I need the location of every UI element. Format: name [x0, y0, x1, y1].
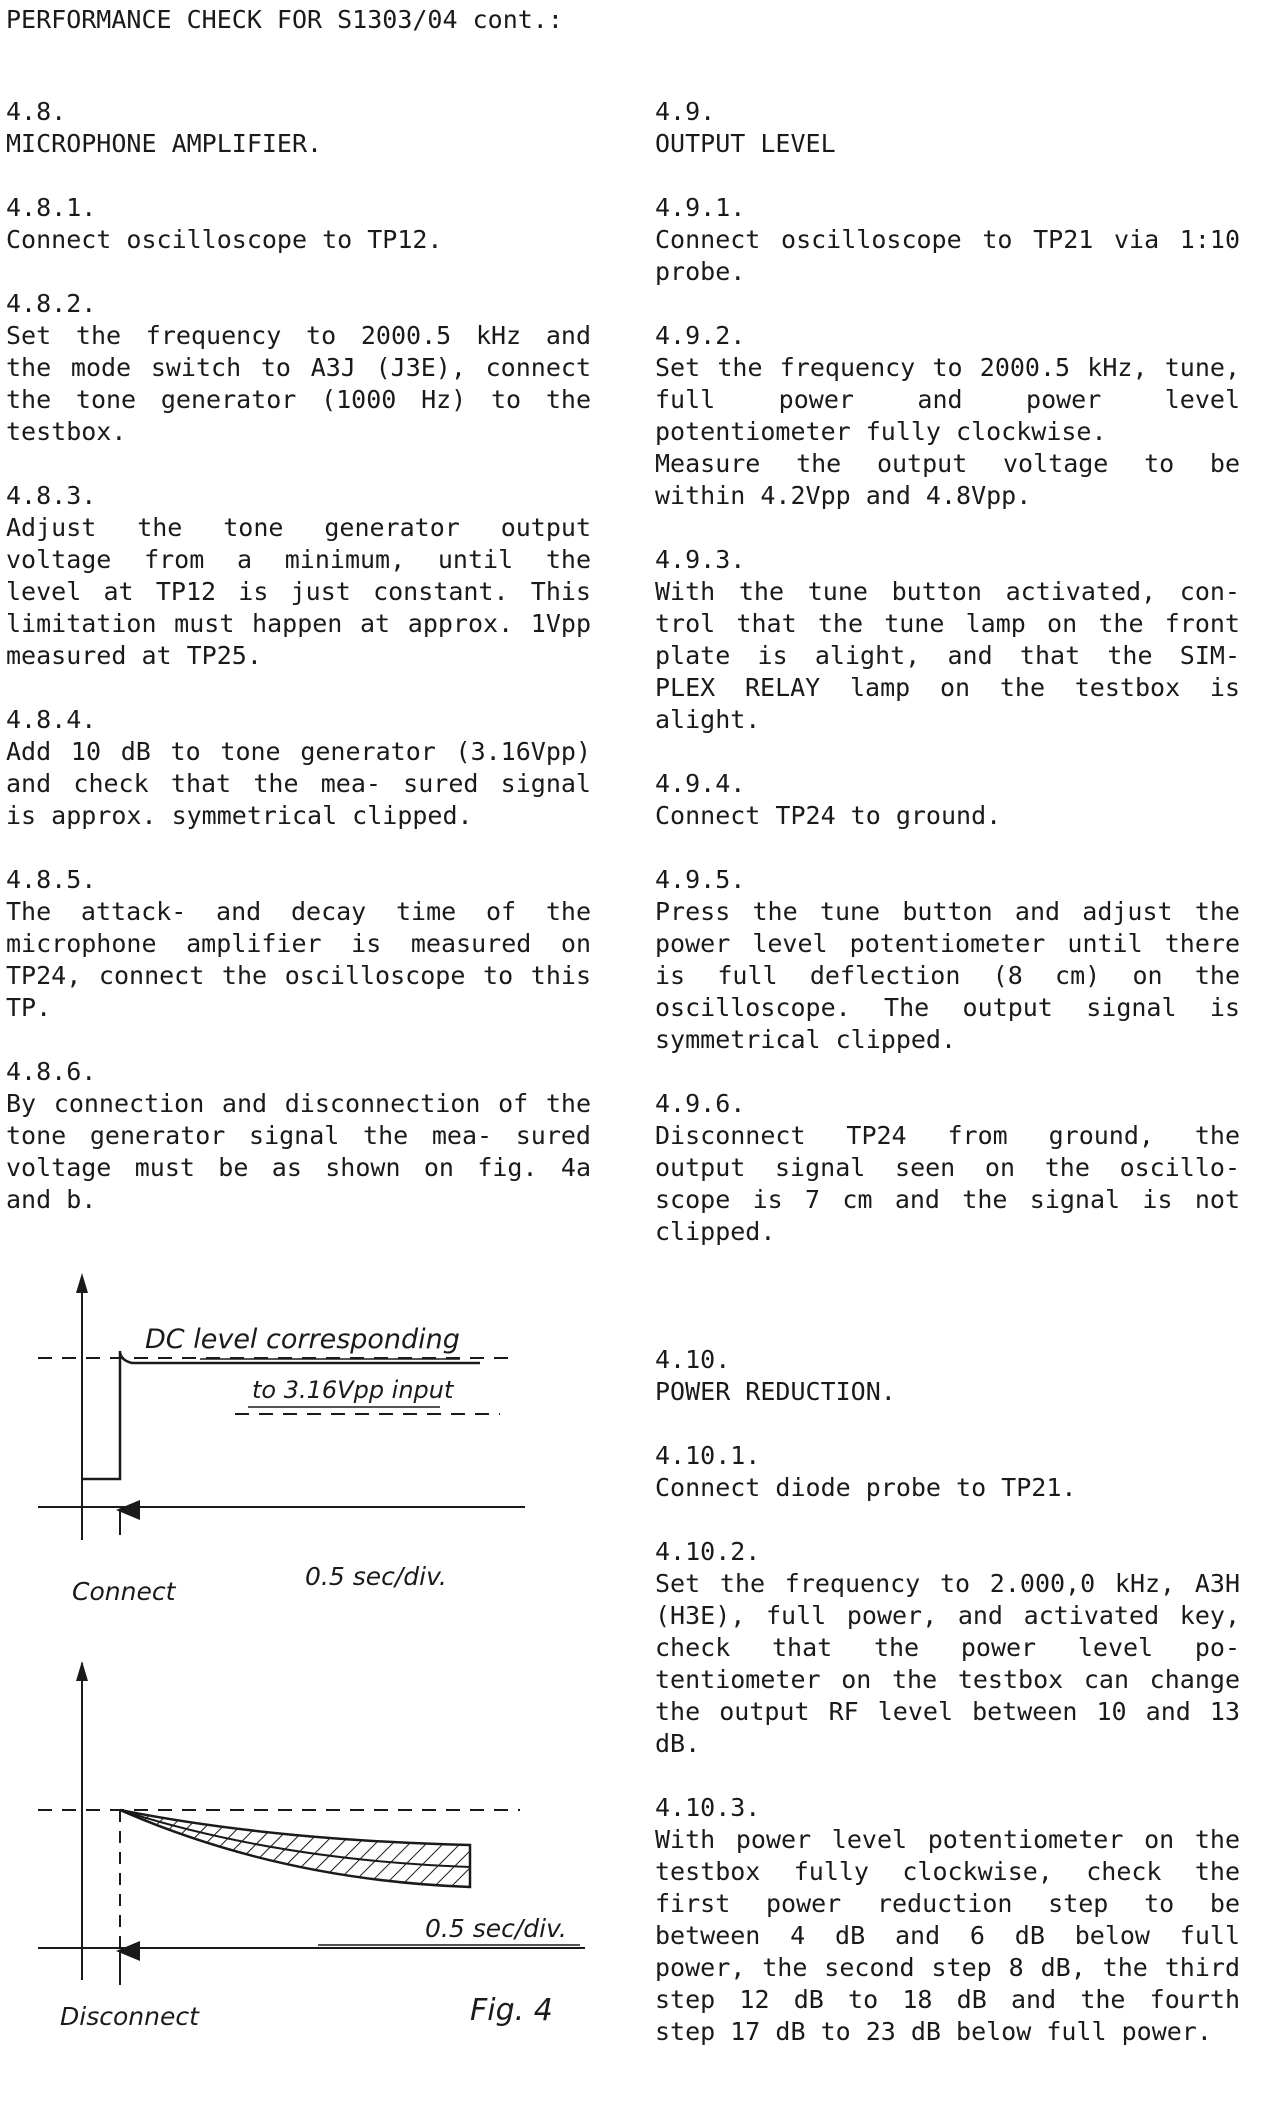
bottom-decay-band: [120, 1810, 470, 1887]
step-4-9-5: [655, 864, 1240, 1056]
section-title: MICROPHONE AMPLIFIER.: [6, 129, 323, 158]
step-4-8-2: [6, 288, 591, 448]
step-text: Adjust the tone generator output voltage from a minimum, until the level at TP12 is just constant. This limitation must happen at approx. 1Vpp measured at TP25.: [6, 513, 591, 670]
step-text: Connect diode probe to TP21.: [655, 1473, 1077, 1502]
figure-4b: [38, 1661, 585, 2031]
step-text: With the tune button activated, con- trol that the tune lamp on the front plate is alight, and that the SIM- PLEX RELAY lamp on the testbox is alight.: [655, 577, 1240, 734]
bottom-y-arrow-icon: [76, 1661, 88, 1681]
step-number: 4.9.5.: [655, 865, 746, 894]
step-number: 4.10.1.: [655, 1441, 761, 1470]
page-title: PERFORMANCE CHECK FOR S1303/04 cont.:: [6, 5, 563, 34]
step-text: Connect oscilloscope to TP21 via 1:10 probe.: [655, 225, 1240, 286]
spacer: [655, 1248, 1240, 1312]
top-event-label: Connect: [72, 1577, 176, 1606]
step-number: 4.8.1.: [6, 193, 97, 222]
step-4-8-1: [6, 192, 591, 256]
step-number: 4.9.1.: [655, 193, 746, 222]
step-number: 4.10.3.: [655, 1793, 761, 1822]
figure-4-drawing: [20, 1265, 600, 2045]
top-annotation-line2: to 3.16Vpp input: [252, 1376, 454, 1404]
step-text: With power level potentiometer on the testbox fully clockwise, check the first power reduction step to be between 4 dB and 6 dB below full power, the second step 8 dB, the third step 12 dB to 18 dB and the fourth step 17 dB to 23 dB below full power.: [655, 1825, 1240, 2046]
step-number: 4.10.2.: [655, 1537, 761, 1566]
right-column: [655, 96, 1240, 2048]
step-number: 4.8.2.: [6, 289, 97, 318]
step-4-9-6: [655, 1088, 1240, 1248]
top-annotation-line1: DC level corresponding: [145, 1324, 460, 1355]
top-y-arrow-icon: [76, 1273, 88, 1293]
step-4-8-4: [6, 704, 591, 832]
left-column: [6, 96, 591, 1216]
step-4-10-2: [655, 1536, 1240, 1760]
step-4-10-1: [655, 1440, 1240, 1504]
step-number: 4.8.6.: [6, 1057, 97, 1086]
section-4-10-heading: [655, 1344, 1240, 1408]
step-text: Press the tune button and adjust the power level potentiometer until there is full deflection (8 cm) on the oscilloscope. The output signal is symmetrical clipped.: [655, 897, 1240, 1054]
step-4-8-6: [6, 1056, 591, 1216]
step-4-9-2: [655, 320, 1240, 512]
step-text: By connection and disconnection of the tone generator signal the mea- sured voltage must be as shown on fig. 4a and b.: [6, 1089, 591, 1214]
figure-4a: [38, 1273, 525, 1606]
section-number: 4.10.: [655, 1345, 731, 1374]
step-text: Connect oscilloscope to TP12.: [6, 225, 443, 254]
step-4-10-3: [655, 1792, 1240, 2048]
step-number: 4.8.4.: [6, 705, 97, 734]
step-number: 4.9.3.: [655, 545, 746, 574]
bottom-timebase: 0.5 sec/div.: [425, 1914, 567, 1943]
step-number: 4.9.4.: [655, 769, 746, 798]
step-4-8-3: [6, 480, 591, 672]
section-number: 4.9.: [655, 97, 716, 126]
step-text: Connect TP24 to ground.: [655, 801, 1002, 830]
step-text: Set the frequency to 2000.5 kHz and the mode switch to A3J (J3E), connect the tone generator (1000 Hz) to the testbox.: [6, 321, 591, 446]
section-4-9-heading: [655, 96, 1240, 160]
section-title: POWER REDUCTION.: [655, 1377, 896, 1406]
section-4-8-heading: [6, 96, 591, 160]
top-trace: [82, 1351, 480, 1479]
step-text: Add 10 dB to tone generator (3.16Vpp) and check that the mea- sured signal is approx. symmetrical clipped.: [6, 737, 591, 830]
figure-caption: Fig. 4: [470, 1993, 553, 2028]
step-number: 4.8.3.: [6, 481, 97, 510]
step-4-9-1: [655, 192, 1240, 288]
section-title: OUTPUT LEVEL: [655, 129, 836, 158]
step-text: Disconnect TP24 from ground, the output signal seen on the oscillo- scope is 7 cm and the signal is not clipped.: [655, 1121, 1240, 1246]
section-number: 4.8.: [6, 97, 67, 126]
top-timebase: 0.5 sec/div.: [305, 1562, 447, 1591]
step-text: Set the frequency to 2.000,0 kHz, A3H (H3E), full power, and activated key, check that the power level po- tentiometer on the testbox can change the output RF level between 10 and 13 dB.: [655, 1569, 1240, 1758]
figure-4: [20, 1265, 600, 2045]
step-text: Set the frequency to 2000.5 kHz, tune, full power and power level potentiometer fully clockwise. Measure the output voltage to be within 4.2Vpp and 4.8Vpp.: [655, 353, 1240, 510]
step-number: 4.9.6.: [655, 1089, 746, 1118]
step-4-9-4: [655, 768, 1240, 832]
step-number: 4.9.2.: [655, 321, 746, 350]
step-text: The attack- and decay time of the microphone amplifier is measured on TP24, connect the oscilloscope to this TP.: [6, 897, 591, 1022]
step-4-9-3: [655, 544, 1240, 736]
step-number: 4.8.5.: [6, 865, 97, 894]
bottom-event-label: Disconnect: [60, 2002, 199, 2031]
step-4-8-5: [6, 864, 591, 1024]
